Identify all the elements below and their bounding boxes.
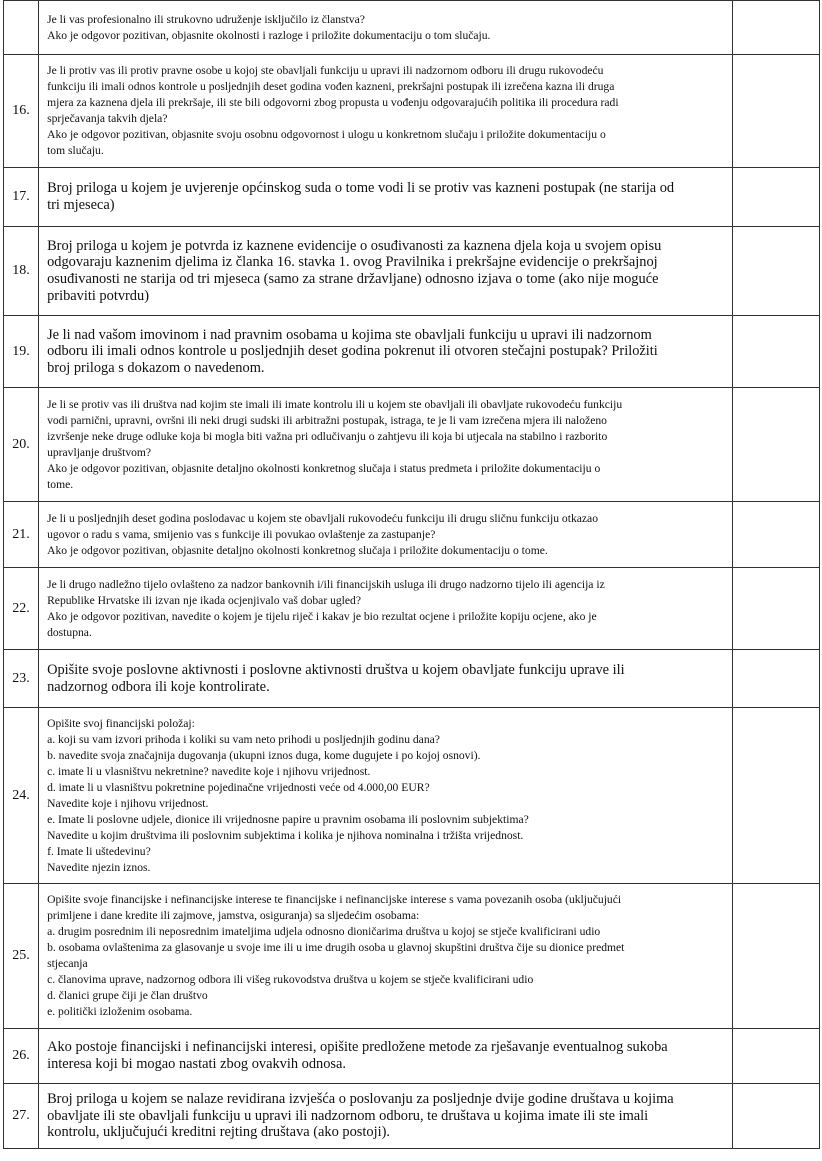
question-line: Ako je odgovor pozitivan, objasnite detaljno okolnosti konkretnog slučaja i status predmeta i priložite dokumentaciju o bbox=[47, 461, 601, 475]
question-number: 22. bbox=[4, 568, 39, 650]
table-row bbox=[4, 1029, 820, 1084]
question-number: 19. bbox=[4, 316, 39, 388]
question-line: b. navedite svoja značajnija dugovanja (ukupni iznos duga, kome dugujete i po kojoj osnovi). bbox=[47, 748, 481, 762]
question-number: 23. bbox=[4, 650, 39, 708]
question-line: a. drugim posrednim ili neposrednim imateljima udjela odnosno dioničarima društva u kojoj se stječe kvalificirani udio bbox=[47, 925, 601, 938]
question-line: Navedite njezin iznos. bbox=[47, 860, 151, 874]
table-row bbox=[4, 1084, 820, 1149]
question-line: b. osobama ovlaštenima za glasovanje u svoje ime ili u ime drugih osoba u glavnoj skupštini društva čije su dionice predmet bbox=[47, 941, 625, 954]
question-text bbox=[39, 55, 733, 168]
answer-cell[interactable] bbox=[732, 316, 819, 388]
question-line: Je li drugo nadležno tijelo ovlašteno za nadzor bankovnih i/ili financijskih usluga ili drugo nadzorno tijelo ili agencija iz bbox=[47, 577, 605, 591]
question-line: izvršenje neke druge odluke koja bi mogla biti važna pri odlučivanju o zahtjevu ili koja bi utjecala na stabilno i razborito bbox=[47, 429, 608, 443]
question-line: Republike Hrvatske ili izvan nje ikada ocjenjivalo vaš dobar ugled? bbox=[47, 593, 361, 607]
question-line: nadzornog odbora ili koje kontrolirate. bbox=[47, 678, 270, 695]
question-line: broj priloga s dokazom o navedenom. bbox=[47, 359, 265, 376]
question-line: d. imate li u vlasništvu pokretnine pojedinačne vrijednosti veće od 4.000,00 EUR? bbox=[47, 780, 430, 794]
table-row bbox=[4, 650, 820, 708]
question-line: a. koji su vam izvori prihoda i koliki su vam neto prihodi u posljednjih godinu dana? bbox=[47, 732, 440, 746]
question-line: c. imate li u vlasništvu nekretnine? navedite koje i njihovu vrijednost. bbox=[47, 764, 371, 778]
question-line: upravljanje društvom? bbox=[47, 445, 152, 459]
question-line: Je li u posljednjih deset godina poslodavac u kojem ste obavljali rukovodeću funkciju ili drugu sličnu funkciju otkazao bbox=[47, 511, 598, 525]
question-line: Navedite u kojim društvima ili poslovnim subjektima i kolika je njihova nominalna i tržišta vrijednost. bbox=[47, 828, 524, 842]
question-number bbox=[4, 1, 39, 55]
question-line: d. članici grupe čiji je član društvo bbox=[47, 989, 208, 1002]
question-text bbox=[39, 568, 733, 650]
question-line: tom slučaju. bbox=[47, 144, 104, 157]
question-line: vodi parnični, upravni, ovršni ili neki drugi sudski ili arbitražni postupak, istraga, te je li vam izrečena mjera ili naloženo bbox=[47, 413, 607, 427]
question-line: Opišite svoj financijski položaj: bbox=[47, 716, 195, 730]
question-text bbox=[39, 168, 733, 227]
question-text bbox=[39, 708, 733, 884]
question-line: kontrolu, uključujući kreditni rejting društava (ako postoji). bbox=[47, 1124, 390, 1141]
answer-cell[interactable] bbox=[732, 1, 819, 55]
table-row bbox=[4, 884, 820, 1029]
question-number: 26. bbox=[4, 1029, 39, 1084]
table-row bbox=[4, 388, 820, 502]
question-line: Ako je odgovor pozitivan, objasnite okolnosti i razloge i priložite dokumentaciju o tom slučaju. bbox=[47, 28, 491, 42]
question-line: Ako je odgovor pozitivan, objasnite svoju osobnu odgovornost i ulogu u konkretnom slučaju i priložite dokumentaciju o bbox=[47, 128, 606, 141]
answer-cell[interactable] bbox=[732, 227, 819, 316]
question-line: mjera za kaznena djela ili prekršaje, ili ste bili odgovorni zbog propusta u vođenju odgovarajućih politika ili procedura radi bbox=[47, 96, 619, 109]
question-number: 18. bbox=[4, 227, 39, 316]
answer-cell[interactable] bbox=[732, 1084, 819, 1149]
table-row bbox=[4, 227, 820, 316]
question-line: Opišite svoje financijske i nefinancijske interese te financijske i nefinancijske interese s vama povezanih osoba (uključujući bbox=[47, 893, 622, 906]
answer-cell[interactable] bbox=[732, 708, 819, 884]
question-line: Navedite koje i njihovu vrijednost. bbox=[47, 796, 209, 810]
question-line: Broj priloga u kojem je potvrda iz kaznene evidencije o osuđivanosti za kaznena djela koja u svojem opisu bbox=[47, 237, 662, 254]
question-line: primljene i dane kredite ili zajmove, jamstva, osiguranja) sa sljedećim osobama: bbox=[47, 909, 420, 922]
question-text bbox=[39, 227, 733, 316]
question-line: Opišite svoje poslovne aktivnosti i poslovne aktivnosti društva u kojem obavljate funkciju uprave ili bbox=[47, 661, 625, 678]
question-line: Je li protiv vas ili protiv pravne osobe u kojoj ste obavljali funkciju u upravi ili nadzornom odboru ili drugu rukovodeću bbox=[47, 64, 604, 77]
answer-cell[interactable] bbox=[732, 884, 819, 1029]
answer-cell[interactable] bbox=[732, 502, 819, 568]
question-text bbox=[39, 316, 733, 388]
question-line: tome. bbox=[47, 477, 74, 491]
table-row bbox=[4, 708, 820, 884]
answer-cell[interactable] bbox=[732, 168, 819, 227]
question-text bbox=[39, 1, 733, 55]
table-row bbox=[4, 316, 820, 388]
question-line: Ako je odgovor pozitivan, objasnite detaljno okolnosti konkretnog slučaja i priložite dokumentaciju o tome. bbox=[47, 543, 548, 557]
table-row bbox=[4, 1, 820, 55]
question-line: Je li se protiv vas ili društva nad kojim ste imali ili imate kontrolu ili u kojem ste obavljali ili obavljate rukovodeću funkciju bbox=[47, 397, 623, 411]
question-number: 27. bbox=[4, 1084, 39, 1149]
answer-cell[interactable] bbox=[732, 568, 819, 650]
question-line: obavljate ili ste obavljali funkciju u upravi ili nadzornom odboru, te društava u kojima imate ili ste imali bbox=[47, 1107, 649, 1124]
question-text bbox=[39, 502, 733, 568]
table-row bbox=[4, 502, 820, 568]
question-text bbox=[39, 388, 733, 502]
question-text bbox=[39, 1084, 733, 1149]
question-number: 16. bbox=[4, 55, 39, 168]
table-row bbox=[4, 568, 820, 650]
question-line: odboru ili imali odnos kontrole u posljednjih deset godina pokrenut ili otvoren stečajni postupak? Priložiti bbox=[47, 343, 658, 360]
question-line: e. Imate li poslovne udjele, dionice ili vrijednosne papire u pravnim osobama ili poslovnim subjektima? bbox=[47, 812, 529, 826]
question-number: 24. bbox=[4, 708, 39, 884]
question-line: odgovaraju kaznenim djelima iz članka 16. stavka 1. ovog Pravilnika i prekršajne evidencije o prekršajnoj bbox=[47, 254, 658, 271]
question-line: sprječavanja takvih djela? bbox=[47, 112, 168, 125]
table-row bbox=[4, 168, 820, 227]
question-number: 21. bbox=[4, 502, 39, 568]
question-line: Ako je odgovor pozitivan, navedite o kojem je tijelu riječ i kakav je bio rezultat ocjene i priložite kopiju ocjene, ako je bbox=[47, 609, 597, 623]
answer-cell[interactable] bbox=[732, 388, 819, 502]
question-line: f. Imate li uštedevinu? bbox=[47, 844, 151, 858]
question-number: 20. bbox=[4, 388, 39, 502]
question-line: funkciju ili imali odnos kontrole u posljednjih deset godina vođen kazneni, prekršajni postupak ili izrečena kazna ili druga bbox=[47, 80, 615, 93]
question-line: Je li nad vašom imovinom i nad pravnim osobama u kojima ste obavljali funkciju u upravi ili nadzornom bbox=[47, 326, 652, 343]
answer-cell[interactable] bbox=[732, 1029, 819, 1084]
questionnaire-table bbox=[3, 0, 820, 1149]
question-number: 17. bbox=[4, 168, 39, 227]
question-line: c. članovima uprave, nadzornog odbora ili višeg rukovodstva društva u kojem se stječe kvalificirani udio bbox=[47, 973, 534, 986]
question-line: pribaviti potvrdu) bbox=[47, 287, 149, 304]
answer-cell[interactable] bbox=[732, 650, 819, 708]
answer-cell[interactable] bbox=[732, 55, 819, 168]
question-text bbox=[39, 1029, 733, 1084]
question-line: Broj priloga u kojem se nalaze revidirana izvješća o poslovanju za posljednje dvije godine društava u kojima bbox=[47, 1091, 674, 1108]
question-number: 25. bbox=[4, 884, 39, 1029]
table-row bbox=[4, 55, 820, 168]
question-line: Broj priloga u kojem je uvjerenje općinskog suda o tome vodi li se protiv vas kazneni postupak (ne starija od bbox=[47, 180, 675, 197]
question-line: dostupna. bbox=[47, 625, 92, 639]
question-line: osuđivanosti ne starija od tri mjeseca (samo za strane državljane) odnosno izjava o tome (ako nije moguće bbox=[47, 271, 659, 287]
question-line: ugovor o radu s vama, smijenio vas s funkcije ili povukao ovlaštenje za zastupanje? bbox=[47, 527, 436, 541]
question-text bbox=[39, 650, 733, 708]
question-line: stjecanja bbox=[47, 957, 88, 970]
question-text bbox=[39, 884, 733, 1029]
question-line: interesa koji bi mogao nastati zbog ovakvih odnosa. bbox=[47, 1056, 347, 1072]
question-line: Je li vas profesionalno ili strukovno udruženje isključilo iz članstva? bbox=[47, 12, 365, 26]
question-line: Ako postoje financijski i nefinancijski interesi, opišite predložene metode za rješavanje eventualnog sukoba bbox=[47, 1039, 668, 1056]
question-line: tri mjeseca) bbox=[47, 197, 115, 213]
question-line: e. politički izloženim osobama. bbox=[47, 1005, 193, 1018]
